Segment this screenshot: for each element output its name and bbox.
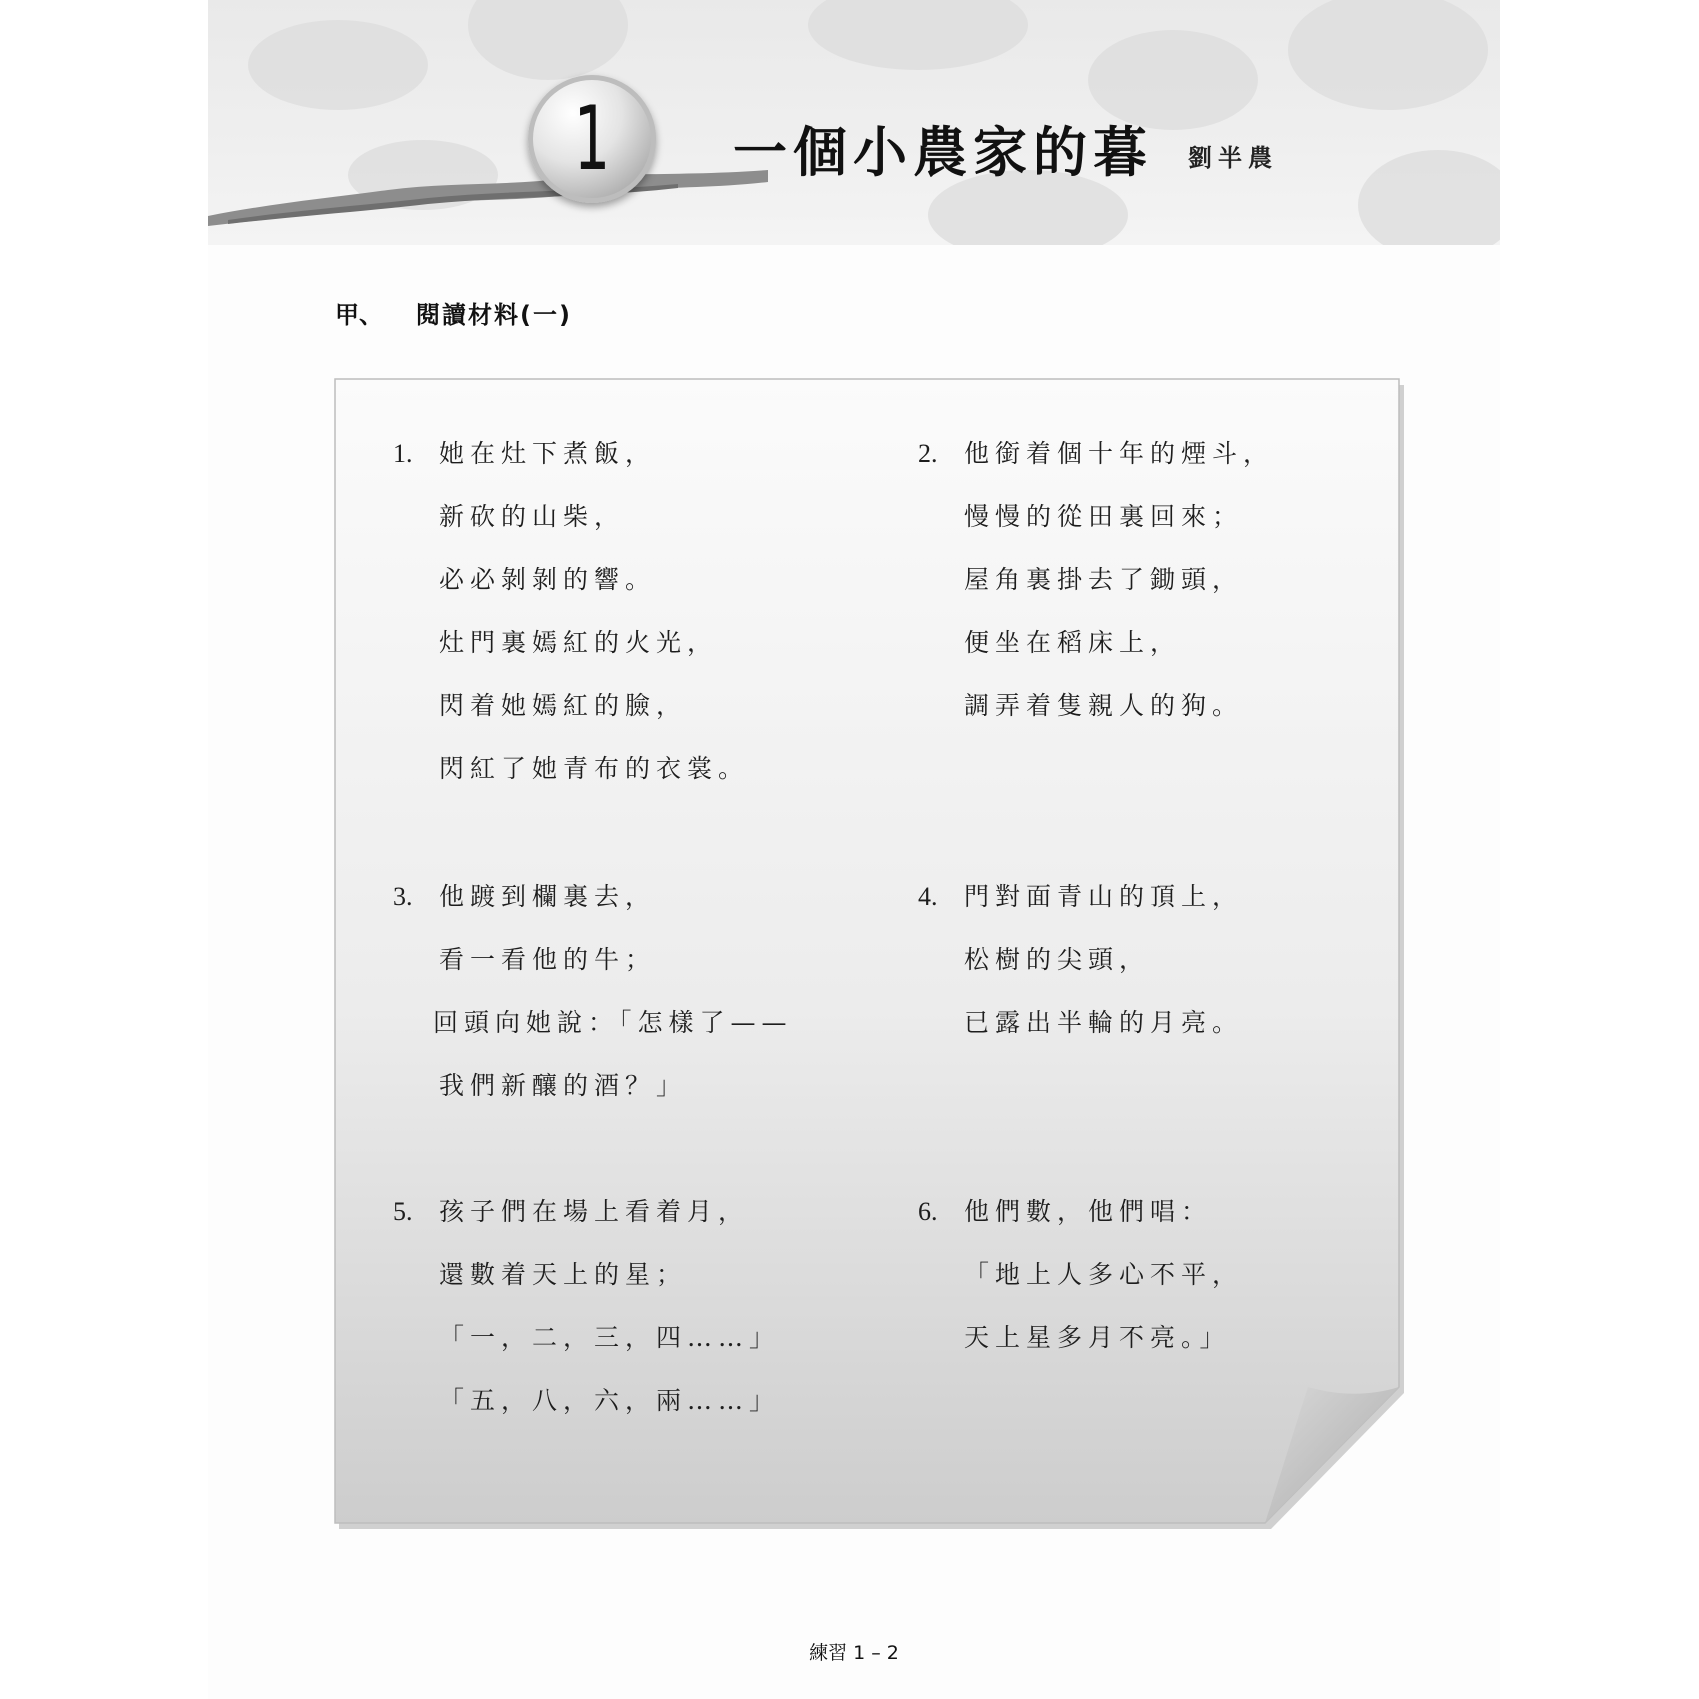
- poem-line: 慢慢的從田裏回來；: [964, 502, 1244, 531]
- chapter-title: 一個小農家的暮: [733, 121, 1153, 184]
- section-title: 閱讀材料(一): [416, 301, 572, 329]
- section-label: 甲、: [335, 301, 383, 329]
- stanza-number: 6.: [918, 1197, 938, 1226]
- poem-line: 調弄着隻親人的狗。: [964, 691, 1244, 720]
- page-footer-label: 練習 1 – 2: [809, 1642, 899, 1664]
- poem-line: 已露出半輪的月亮。: [964, 1008, 1244, 1037]
- poem-line: 天上星多月不亮。」: [964, 1323, 1231, 1352]
- poem-line: 孩子們在場上看着月，: [439, 1197, 750, 1226]
- poem-line: 我們新釀的酒？」: [439, 1071, 688, 1100]
- chapter-author: 劉半農: [1188, 144, 1278, 172]
- poem-line: 「地上人多心不平，: [964, 1260, 1244, 1289]
- poem-line: 他銜着個十年的煙斗，: [964, 439, 1275, 468]
- stanza-number: 1.: [393, 439, 413, 468]
- reading-material-sheet: [333, 377, 1408, 1537]
- stanza-number: 4.: [918, 882, 938, 911]
- poem-line: 便坐在稻床上，: [964, 628, 1182, 657]
- poem-line: 松樹的尖頭，: [964, 945, 1151, 974]
- poem-line: 閃着她嫣紅的臉，: [439, 691, 688, 720]
- chapter-number-badge: [528, 75, 656, 203]
- brush-stroke-decoration: [208, 168, 768, 228]
- poem-line: 還數着天上的星；: [439, 1260, 688, 1289]
- chapter-header-banner: [208, 0, 1500, 245]
- poem-line: 必必剝剝的響。: [439, 565, 657, 594]
- poem-line: 屋角裏掛去了鋤頭，: [964, 565, 1244, 594]
- stanza-number: 5.: [393, 1197, 413, 1226]
- poem-line: 他們數，他們唱：: [964, 1197, 1213, 1226]
- poem-line: 回頭向她說：「怎樣了——: [433, 1008, 793, 1037]
- poem-line: 他踱到欄裏去，: [439, 882, 657, 911]
- workbook-page: [208, 0, 1500, 1699]
- poem-line: 新砍的山柴，: [439, 502, 626, 531]
- poem-line: 「一，二，三，四……」: [439, 1323, 781, 1352]
- stanza-number: 2.: [918, 439, 938, 468]
- poem-line: 看一看他的牛；: [439, 945, 657, 974]
- chapter-number: 1: [573, 87, 611, 190]
- poem-line: 灶門裏嫣紅的火光，: [439, 628, 719, 657]
- poem-line: 她在灶下煮飯，: [439, 439, 657, 468]
- poem-line: 門對面青山的頂上，: [964, 882, 1244, 911]
- poem-line: 閃紅了她青布的衣裳。: [439, 754, 750, 783]
- poem-line: 「五，八，六，兩……」: [439, 1386, 781, 1415]
- stanza-number: 3.: [393, 882, 413, 911]
